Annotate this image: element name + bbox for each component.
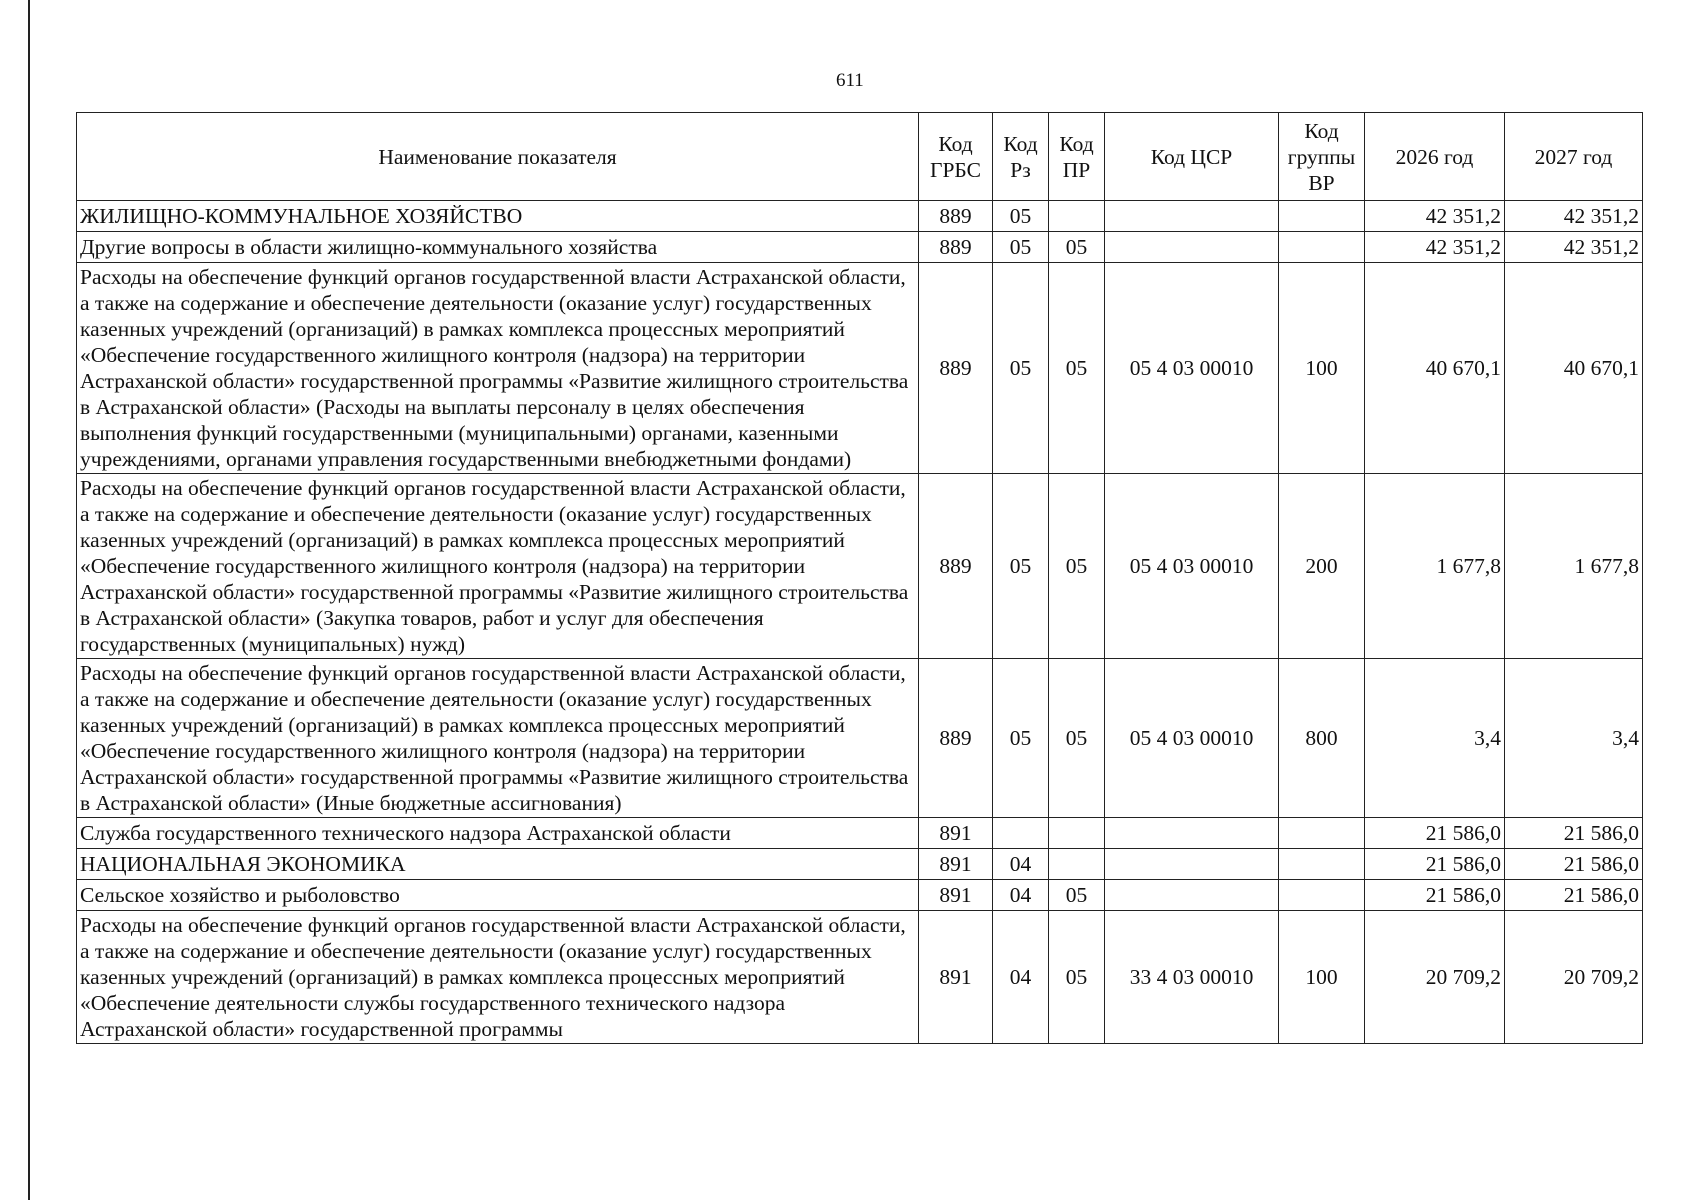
row-vr	[1279, 232, 1365, 263]
row-pr: 05	[1049, 659, 1105, 818]
row-vr: 100	[1279, 263, 1365, 474]
table-row	[77, 474, 1643, 659]
row-2026: 42 351,2	[1365, 201, 1505, 232]
row-rz: 05	[993, 659, 1049, 818]
row-grbs: 891	[919, 818, 993, 849]
table-row	[77, 263, 1643, 474]
row-rz: 04	[993, 849, 1049, 880]
row-vr: 800	[1279, 659, 1365, 818]
row-grbs: 889	[919, 232, 993, 263]
header-name: Наименование показателя	[77, 113, 919, 201]
row-vr	[1279, 849, 1365, 880]
row-name: НАЦИОНАЛЬНАЯ ЭКОНОМИКА	[77, 849, 919, 880]
row-2027: 21 586,0	[1505, 880, 1643, 911]
row-2027: 3,4	[1505, 659, 1643, 818]
left-margin-rule	[28, 0, 30, 1200]
row-pr: 05	[1049, 880, 1105, 911]
table-row	[77, 911, 1643, 1044]
row-pr: 05	[1049, 911, 1105, 1044]
header-grbs: Код ГРБС	[919, 113, 993, 201]
row-2026: 21 586,0	[1365, 880, 1505, 911]
row-csr	[1105, 880, 1279, 911]
row-csr	[1105, 818, 1279, 849]
header-2026: 2026 год	[1365, 113, 1505, 201]
row-vr: 200	[1279, 474, 1365, 659]
row-csr	[1105, 201, 1279, 232]
row-2027: 42 351,2	[1505, 201, 1643, 232]
row-pr: 05	[1049, 474, 1105, 659]
row-name: Расходы на обеспечение функций органов государственной власти Астраханской области, а также на содержание и обеспечение деятельности (оказание услуг) государственных казенных учреждений (организаций) в рамках комплекса процессных мероприятий «Обеспечение государственного жилищного контроля (надзора) на территории Астраханской области» государственной программы «Развитие жилищного строительства в Астраханской области» (Закупка товаров, работ и услуг для обеспечения государственных (муниципальных) нужд)	[77, 474, 919, 659]
header-pr: Код ПР	[1049, 113, 1105, 201]
row-name: Расходы на обеспечение функций органов государственной власти Астраханской области, а также на содержание и обеспечение деятельности (оказание услуг) государственных казенных учреждений (организаций) в рамках комплекса процессных мероприятий «Обеспечение деятельности службы государственного технического надзора Астраханской области» государственной программы	[77, 911, 919, 1044]
row-2027: 40 670,1	[1505, 263, 1643, 474]
row-grbs: 889	[919, 659, 993, 818]
row-rz: 05	[993, 232, 1049, 263]
row-grbs: 889	[919, 263, 993, 474]
row-rz: 04	[993, 880, 1049, 911]
header-row	[77, 113, 1643, 201]
row-2026: 40 670,1	[1365, 263, 1505, 474]
row-name: Другие вопросы в области жилищно-коммунального хозяйства	[77, 232, 919, 263]
row-csr	[1105, 849, 1279, 880]
row-pr: 05	[1049, 263, 1105, 474]
row-csr: 05 4 03 00010	[1105, 263, 1279, 474]
table-row	[77, 849, 1643, 880]
row-2026: 21 586,0	[1365, 818, 1505, 849]
row-2026: 21 586,0	[1365, 849, 1505, 880]
row-2027: 20 709,2	[1505, 911, 1643, 1044]
budget-table	[76, 112, 1643, 1044]
row-grbs: 891	[919, 911, 993, 1044]
row-name: Служба государственного технического надзора Астраханской области	[77, 818, 919, 849]
row-2026: 3,4	[1365, 659, 1505, 818]
row-csr: 33 4 03 00010	[1105, 911, 1279, 1044]
row-2026: 1 677,8	[1365, 474, 1505, 659]
row-vr	[1279, 880, 1365, 911]
header-csr: Код ЦСР	[1105, 113, 1279, 201]
row-2027: 1 677,8	[1505, 474, 1643, 659]
row-grbs: 889	[919, 474, 993, 659]
row-pr: 05	[1049, 232, 1105, 263]
header-rz: Код Рз	[993, 113, 1049, 201]
row-csr: 05 4 03 00010	[1105, 659, 1279, 818]
table-row	[77, 201, 1643, 232]
page-number: 611	[836, 70, 864, 91]
row-grbs: 891	[919, 849, 993, 880]
row-csr: 05 4 03 00010	[1105, 474, 1279, 659]
row-2027: 21 586,0	[1505, 818, 1643, 849]
row-vr: 100	[1279, 911, 1365, 1044]
row-pr	[1049, 849, 1105, 880]
row-vr	[1279, 818, 1365, 849]
row-rz: 05	[993, 263, 1049, 474]
row-grbs: 891	[919, 880, 993, 911]
row-vr	[1279, 201, 1365, 232]
row-rz	[993, 818, 1049, 849]
row-rz: 05	[993, 474, 1049, 659]
row-rz: 04	[993, 911, 1049, 1044]
row-2027: 21 586,0	[1505, 849, 1643, 880]
table-row	[77, 818, 1643, 849]
row-name: Расходы на обеспечение функций органов государственной власти Астраханской области, а также на содержание и обеспечение деятельности (оказание услуг) государственных казенных учреждений (организаций) в рамках комплекса процессных мероприятий «Обеспечение государственного жилищного контроля (надзора) на территории Астраханской области» государственной программы «Развитие жилищного строительства в Астраханской области» (Иные бюджетные ассигнования)	[77, 659, 919, 818]
row-grbs: 889	[919, 201, 993, 232]
row-pr	[1049, 201, 1105, 232]
row-2026: 20 709,2	[1365, 911, 1505, 1044]
row-csr	[1105, 232, 1279, 263]
row-name: Расходы на обеспечение функций органов государственной власти Астраханской области, а также на содержание и обеспечение деятельности (оказание услуг) государственных казенных учреждений (организаций) в рамках комплекса процессных мероприятий «Обеспечение государственного жилищного контроля (надзора) на территории Астраханской области» государственной программы «Развитие жилищного строительства в Астраханской области» (Расходы на выплаты персоналу в целях обеспечения выполнения функций государственными (муниципальными) органами, казенными учреждениями, органами управления государственными внебюджетными фондами)	[77, 263, 919, 474]
header-2027: 2027 год	[1505, 113, 1643, 201]
row-rz: 05	[993, 201, 1049, 232]
row-name: ЖИЛИЩНО-КОММУНАЛЬНОЕ ХОЗЯЙСТВО	[77, 201, 919, 232]
header-vr: Код группы ВР	[1279, 113, 1365, 201]
row-2027: 42 351,2	[1505, 232, 1643, 263]
table-row	[77, 659, 1643, 818]
table-row	[77, 880, 1643, 911]
row-name: Сельское хозяйство и рыболовство	[77, 880, 919, 911]
row-pr	[1049, 818, 1105, 849]
table-row	[77, 232, 1643, 263]
row-2026: 42 351,2	[1365, 232, 1505, 263]
